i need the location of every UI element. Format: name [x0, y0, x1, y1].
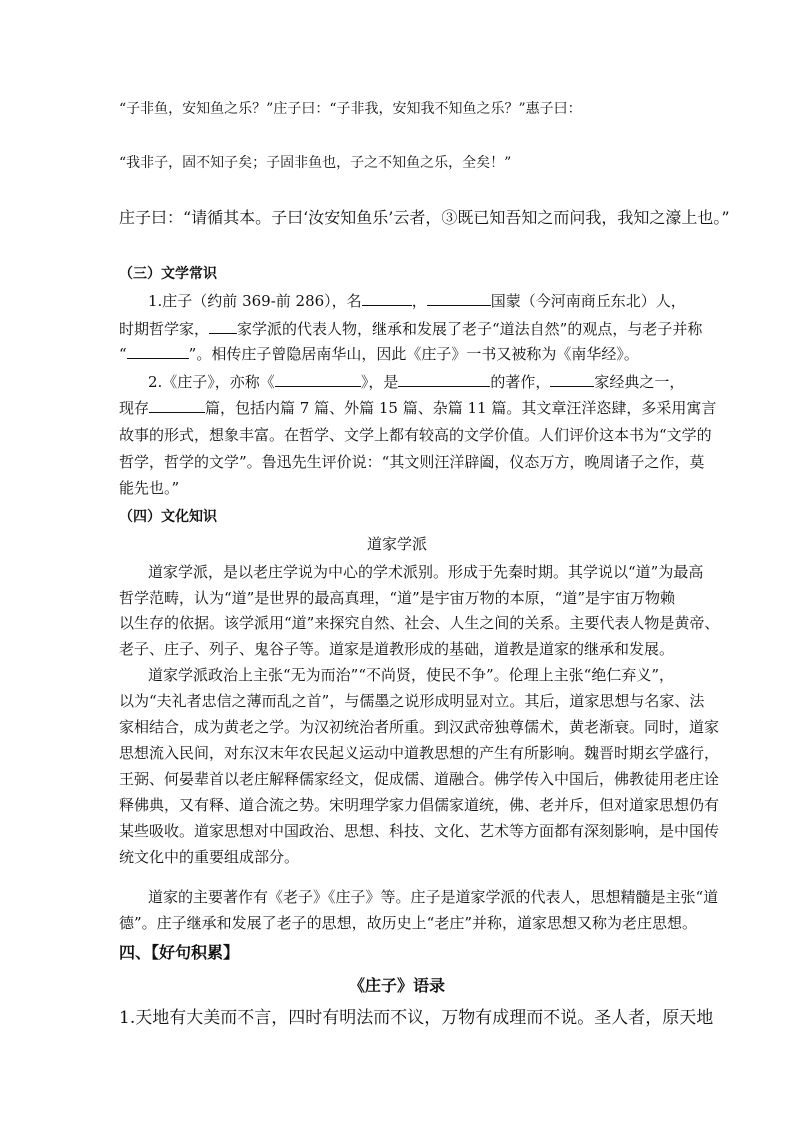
quote-line-1: 1.天地有大美而不言，四时有明法而不议，万物有成理而不说。圣人者，原天地 [119, 1008, 714, 1028]
text: 的著作， [490, 373, 551, 391]
dialogue-line-1: “子非鱼，安知鱼之乐？”庄子曰：“子非我，安知我不知鱼之乐？”惠子曰： [119, 101, 582, 117]
paragraph-line: 老子、庄子、列子、鬼谷子等。道家是道教形成的基础，道教是道家的继承和发展。 [119, 640, 675, 658]
blank-chapter-count[interactable] [149, 398, 205, 413]
text: 家学派的代表人物，继承和发展了老子“道法自然”的观点，与老子并称 [237, 320, 703, 338]
text: 1.庄子（约前 369-前 286），名 [148, 292, 362, 310]
text: 国蒙（今河南商丘东北）人， [490, 292, 686, 310]
paragraph-line: 德”。庄子继承和发展了老子的思想，故历史上“老庄”并称，道家思想又称为老庄思想。 [119, 914, 698, 932]
literature-item-1-line-3 [119, 343, 639, 364]
paragraph-line: 思想流入民间，对东汉末年农民起义运动中道教思想的产生有所影响。魏晋时期玄学盛行， [119, 744, 720, 762]
text: 》，是 [360, 373, 399, 391]
paragraph-line: 道家学派，是以老庄学说为中心的学术派别。形成于先秦时期。其学说以“道”为最高 [148, 563, 704, 581]
blank-school[interactable] [209, 319, 237, 334]
dialogue-line-2: “我非子，固不知子矣；子固非鱼也，子之不知鱼之乐，全矣！” [119, 155, 512, 171]
literature-item-2-line-1 [148, 371, 684, 392]
literature-item-2-line-2 [119, 397, 716, 418]
section-heading-literature: （三）文学常识 [119, 266, 217, 282]
dialogue-line-3: 庄子曰：“请循其本。子曰‘汝安知鱼乐’云者，③既已知吾知之而问我，我知之濠上也。” [119, 208, 730, 227]
blank-paired-name[interactable] [127, 344, 189, 359]
paragraph-line: 王弼、何晏辈首以老庄解释儒家经文，促成儒、道融合。佛学传入中国后，佛教徒用老庄诠 [119, 770, 720, 788]
text: 现存 [119, 399, 150, 417]
text: 家经典之一， [594, 373, 685, 391]
literature-item-1-line-2 [119, 318, 702, 339]
text: 2.《庄子》，亦称《 [148, 373, 275, 391]
quotes-title: 《庄子》语录 [348, 976, 445, 995]
blank-school-2[interactable] [550, 372, 594, 387]
text: 篇，包括内篇 7 篇、外篇 15 篇、杂篇 11 篇。其文章汪洋恣肆，多采用寓言 [205, 399, 717, 417]
paragraph-line: 统文化中的重要组成部分。 [119, 848, 300, 866]
paragraph-line: 某些吸收。道家思想对中国政治、思想、科技、文化、艺术等方面都有深刻影响，是中国传 [119, 822, 720, 840]
paragraph-line: 道家的主要著作有《老子》《庄子》等。庄子是道家学派的代表人，思想精髓是主张“道 [148, 888, 719, 906]
paragraph-line: 道家学派政治上主张“无为而治”“不尚贤，使民不争”。伦理上主张“绝仁弃义”， [148, 666, 675, 684]
paragraph-line: 释佛典，又有释、道合流之势。宋明理学家力倡儒家道统，佛、老并斥，但对道家思想仍有 [119, 796, 720, 814]
blank-author[interactable] [398, 372, 490, 387]
text: “ [119, 345, 127, 363]
text: ”。相传庄子曾隐居南华山，因此《庄子》一书又被称为《南华经》。 [188, 345, 639, 363]
blank-state[interactable] [427, 291, 491, 306]
blank-alt-title[interactable] [275, 372, 361, 387]
literature-item-1-line-1 [148, 290, 686, 311]
literature-item-2-line-5: 能先也。” [119, 479, 180, 497]
literature-item-2-line-3: 故事的形式，想象丰富。在哲学、文学上都有较高的文学价值。人们评价这本书为“文学的 [119, 426, 712, 444]
section-heading-culture: （四）文化知识 [119, 509, 217, 525]
text: 时期哲学家， [119, 320, 210, 338]
text: ， [411, 292, 427, 310]
paragraph-line: 哲学范畴，认为“道”是世界的最高真理，“道”是宇宙万物的本原，“道”是宇宙万物赖 [119, 589, 676, 607]
paragraph-line: 家相结合，成为黄老之学。为汉初统治者所重。到汉武帝独尊儒术，黄老渐衰。同时，道家 [119, 718, 720, 736]
paragraph-line: 以生存的依据。该学派用“道”来探究自然、社会、人生之间的关系。主要代表人物是黄帝、 [119, 614, 720, 632]
part-heading-good-sentences: 四、【好句积累】 [119, 943, 240, 962]
literature-item-2-line-4: 哲学，哲学的文学”。鲁迅先生评价说：“其文则汪洋辟阖，仪态万方，晚周诸子之作，莫 [119, 453, 705, 471]
blank-name[interactable] [362, 291, 412, 306]
paragraph-line: 以为“夫礼者忠信之薄而乱之首”，与儒墨之说形成明显对立。其后，道家思想与名家、法 [119, 692, 705, 710]
article-title: 道家学派 [366, 535, 427, 553]
